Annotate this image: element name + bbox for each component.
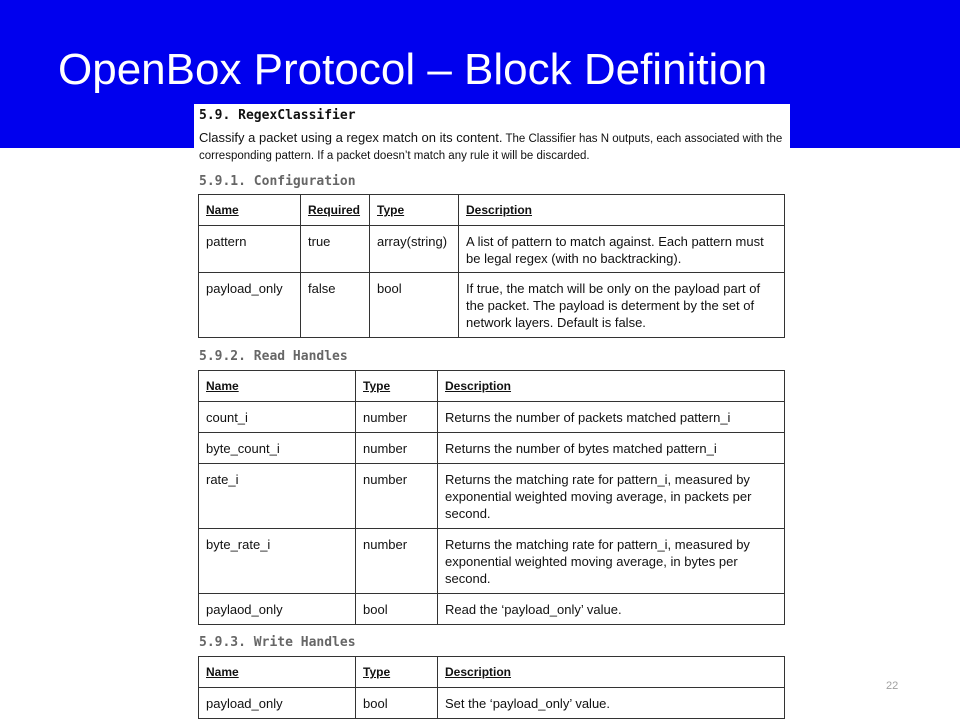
cell-name: rate_i (199, 464, 356, 529)
document-excerpt (194, 104, 790, 720)
header-name: Name (199, 371, 356, 402)
cell-required: false (301, 273, 370, 338)
cell-description: If true, the match will be only on the payload part of the packet. The payload is determent by the set of network layers. Default is false. (459, 273, 785, 338)
slide-title: OpenBox Protocol – Block Definition (58, 45, 768, 94)
table-row (199, 226, 785, 273)
cell-description: A list of pattern to match against. Each pattern must be legal regex (with no backtracking). (459, 226, 785, 273)
cell-type: number (356, 402, 438, 433)
cell-type: bool (356, 594, 438, 625)
cell-type: number (356, 433, 438, 464)
table-row (199, 594, 785, 625)
table-header-row (199, 657, 785, 688)
cell-name: byte_rate_i (199, 529, 356, 594)
header-description: Description (438, 371, 785, 402)
cell-description: Read the ‘payload_only’ value. (438, 594, 785, 625)
header-type: Type (356, 371, 438, 402)
cell-description: Returns the number of bytes matched pattern_i (438, 433, 785, 464)
cell-description: Set the ‘payload_only’ value. (438, 688, 785, 719)
header-required: Required (301, 195, 370, 226)
table-row (199, 529, 785, 594)
table-row (199, 688, 785, 719)
configuration-title: 5.9.1. Configuration (199, 174, 356, 189)
header-description: Description (459, 195, 785, 226)
table-row (199, 433, 785, 464)
table-header-row (199, 371, 785, 402)
page-number: 22 (886, 680, 899, 692)
cell-required: true (301, 226, 370, 273)
cell-type: array(string) (370, 226, 459, 273)
section-desc-text: The Classifier has N outputs, each associated with the corresponding pattern. If a packet doesn’t match any rule it will be discarded. (199, 133, 783, 162)
table-header-row (199, 195, 785, 226)
cell-name: paylaod_only (199, 594, 356, 625)
cell-name: pattern (199, 226, 301, 273)
cell-name: payload_only (199, 688, 356, 719)
cell-name: payload_only (199, 273, 301, 338)
cell-type: number (356, 529, 438, 594)
write-handles-title: 5.9.3. Write Handles (199, 635, 356, 650)
header-type: Type (370, 195, 459, 226)
header-description: Description (438, 657, 785, 688)
read-handles-table (198, 370, 785, 625)
configuration-table (198, 194, 785, 338)
section-description (199, 129, 787, 165)
cell-description: Returns the number of packets matched pattern_i (438, 402, 785, 433)
cell-type: bool (356, 688, 438, 719)
section-lead: Classify a packet using a regex match on its content. (199, 130, 503, 145)
table-row (199, 464, 785, 529)
header-name: Name (199, 657, 356, 688)
read-handles-title: 5.9.2. Read Handles (199, 349, 348, 364)
cell-type: number (356, 464, 438, 529)
section-title: 5.9. RegexClassifier (199, 108, 356, 123)
cell-type: bool (370, 273, 459, 338)
cell-name: byte_count_i (199, 433, 356, 464)
cell-name: count_i (199, 402, 356, 433)
header-name: Name (199, 195, 301, 226)
table-row (199, 273, 785, 338)
table-row (199, 402, 785, 433)
cell-description: Returns the matching rate for pattern_i, measured by exponential weighted moving average, in bytes per second. (438, 529, 785, 594)
header-type: Type (356, 657, 438, 688)
cell-description: Returns the matching rate for pattern_i, measured by exponential weighted moving average, in packets per second. (438, 464, 785, 529)
write-handles-table (198, 656, 785, 719)
